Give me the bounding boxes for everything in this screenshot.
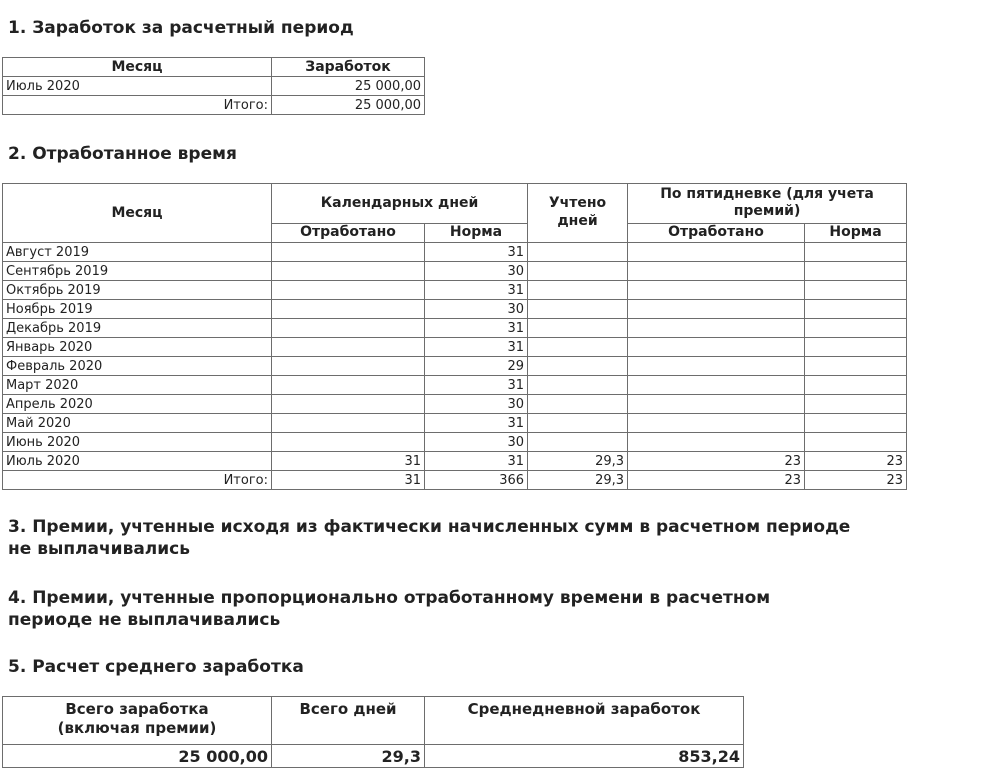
worked-cell — [272, 357, 425, 376]
worked-cell — [272, 319, 425, 338]
month-cell: Июль 2020 — [3, 77, 272, 96]
table-row — [3, 395, 907, 414]
avg-daily-value: 853,24 — [425, 745, 744, 768]
section-4-title-line2: периоде не выплачивались — [8, 610, 281, 630]
total-label: Итого: — [3, 471, 272, 490]
fd-worked-cell — [628, 300, 805, 319]
month-cell: Май 2020 — [3, 414, 272, 433]
total-earnings-value: 25 000,00 — [3, 745, 272, 768]
worked-cell — [272, 338, 425, 357]
table-row — [3, 262, 907, 281]
fd-worked-cell — [628, 243, 805, 262]
worked-cell: 31 — [272, 452, 425, 471]
col-header-worked: Отработано — [272, 223, 425, 242]
counted-cell — [528, 433, 628, 452]
norm-cell: 31 — [425, 376, 528, 395]
norm-cell: 30 — [425, 433, 528, 452]
worked-cell — [272, 395, 425, 414]
total-row — [3, 96, 425, 115]
section-3-title-line2: не выплачивались — [8, 539, 190, 559]
fd-norm-cell — [805, 414, 907, 433]
worked-cell — [272, 262, 425, 281]
table-row — [3, 357, 907, 376]
section-3-title — [8, 516, 850, 560]
month-cell: Март 2020 — [3, 376, 272, 395]
table-row — [3, 376, 907, 395]
col-header-norm: Норма — [425, 223, 528, 242]
earnings-table — [2, 57, 425, 115]
fd-norm-cell — [805, 338, 907, 357]
norm-cell: 29 — [425, 357, 528, 376]
fd-norm-cell — [805, 243, 907, 262]
total-earnings-label-line2: (включая премии) — [57, 719, 217, 737]
total-amount: 25 000,00 — [272, 96, 425, 115]
counted-cell: 29,3 — [528, 452, 628, 471]
worked-cell — [272, 414, 425, 433]
fd-norm-cell — [805, 281, 907, 300]
col-header-month: Месяц — [3, 184, 272, 243]
norm-cell: 31 — [425, 319, 528, 338]
counted-cell — [528, 300, 628, 319]
counted-cell — [528, 357, 628, 376]
norm-cell: 31 — [425, 452, 528, 471]
fd-norm-cell — [805, 376, 907, 395]
table-row — [3, 433, 907, 452]
table-row — [3, 414, 907, 433]
fd-worked-cell — [628, 414, 805, 433]
section-1-title: 1. Заработок за расчетный период — [8, 18, 354, 38]
section-4-title-line1: 4. Премии, учтенные пропорционально отработанному времени в расчетном — [8, 588, 771, 608]
worked-cell — [272, 243, 425, 262]
norm-cell: 31 — [425, 281, 528, 300]
month-cell: Сентябрь 2019 — [3, 262, 272, 281]
table-row — [3, 243, 907, 262]
counted-cell — [528, 281, 628, 300]
fd-worked-cell — [628, 281, 805, 300]
col-header-total-earnings — [3, 697, 272, 745]
worked-cell — [272, 281, 425, 300]
counted-cell — [528, 262, 628, 281]
counted-cell — [528, 395, 628, 414]
average-earnings-table — [2, 696, 744, 768]
table-row — [3, 452, 907, 471]
total-days-value: 29,3 — [272, 745, 425, 768]
fd-norm-cell — [805, 433, 907, 452]
norm-cell: 31 — [425, 243, 528, 262]
counted-cell — [528, 376, 628, 395]
fd-norm-cell — [805, 319, 907, 338]
norm-cell: 31 — [425, 338, 528, 357]
fd-worked-cell — [628, 395, 805, 414]
section-5-title: 5. Расчет среднего заработка — [8, 657, 304, 677]
worked-time-table — [2, 183, 907, 490]
counted-cell — [528, 414, 628, 433]
fd-norm-cell — [805, 395, 907, 414]
col-header-calendar-days: Календарных дней — [272, 184, 528, 224]
section-3-title-line1: 3. Премии, учтенные исходя из фактически начисленных сумм в расчетном периоде — [8, 517, 851, 537]
section-2-title: 2. Отработанное время — [8, 144, 237, 164]
fd-worked-cell — [628, 319, 805, 338]
amount-cell: 25 000,00 — [272, 77, 425, 96]
total-fd-worked: 23 — [628, 471, 805, 490]
month-cell: Август 2019 — [3, 243, 272, 262]
table-row — [3, 338, 907, 357]
table-row — [3, 300, 907, 319]
norm-cell: 30 — [425, 262, 528, 281]
counted-cell — [528, 319, 628, 338]
month-cell: Октябрь 2019 — [3, 281, 272, 300]
col-header-month: Месяц — [3, 58, 272, 77]
total-counted: 29,3 — [528, 471, 628, 490]
col-header-fd-norm: Норма — [805, 223, 907, 242]
month-cell: Январь 2020 — [3, 338, 272, 357]
col-header-five-day: По пятидневке (для учета премий) — [628, 184, 907, 224]
worked-cell — [272, 300, 425, 319]
fd-worked-cell — [628, 338, 805, 357]
fd-norm-cell — [805, 300, 907, 319]
table-row — [3, 281, 907, 300]
col-header-fd-worked: Отработано — [628, 223, 805, 242]
norm-cell: 30 — [425, 300, 528, 319]
fd-worked-cell: 23 — [628, 452, 805, 471]
section-4-title — [8, 587, 770, 631]
month-cell: Февраль 2020 — [3, 357, 272, 376]
col-header-total-days: Всего дней — [272, 697, 425, 745]
fd-worked-cell — [628, 357, 805, 376]
fd-norm-cell — [805, 357, 907, 376]
fd-worked-cell — [628, 433, 805, 452]
col-header-counted-days: Учтено дней — [528, 184, 628, 243]
month-cell: Июнь 2020 — [3, 433, 272, 452]
month-cell: Июль 2020 — [3, 452, 272, 471]
table-row — [3, 745, 744, 768]
fd-norm-cell — [805, 262, 907, 281]
table-row — [3, 77, 425, 96]
worked-cell — [272, 433, 425, 452]
total-fd-norm: 23 — [805, 471, 907, 490]
total-norm: 366 — [425, 471, 528, 490]
col-header-avg-daily: Среднедневной заработок — [425, 697, 744, 745]
table-row — [3, 319, 907, 338]
counted-cell — [528, 338, 628, 357]
total-earnings-label-line1: Всего заработка — [65, 700, 209, 718]
month-cell: Декабрь 2019 — [3, 319, 272, 338]
total-label: Итого: — [3, 96, 272, 115]
worked-cell — [272, 376, 425, 395]
norm-cell: 30 — [425, 395, 528, 414]
fd-worked-cell — [628, 376, 805, 395]
fd-worked-cell — [628, 262, 805, 281]
col-header-earnings: Заработок — [272, 58, 425, 77]
fd-norm-cell: 23 — [805, 452, 907, 471]
month-cell: Ноябрь 2019 — [3, 300, 272, 319]
month-cell: Апрель 2020 — [3, 395, 272, 414]
total-row — [3, 471, 907, 490]
total-worked: 31 — [272, 471, 425, 490]
counted-cell — [528, 243, 628, 262]
norm-cell: 31 — [425, 414, 528, 433]
